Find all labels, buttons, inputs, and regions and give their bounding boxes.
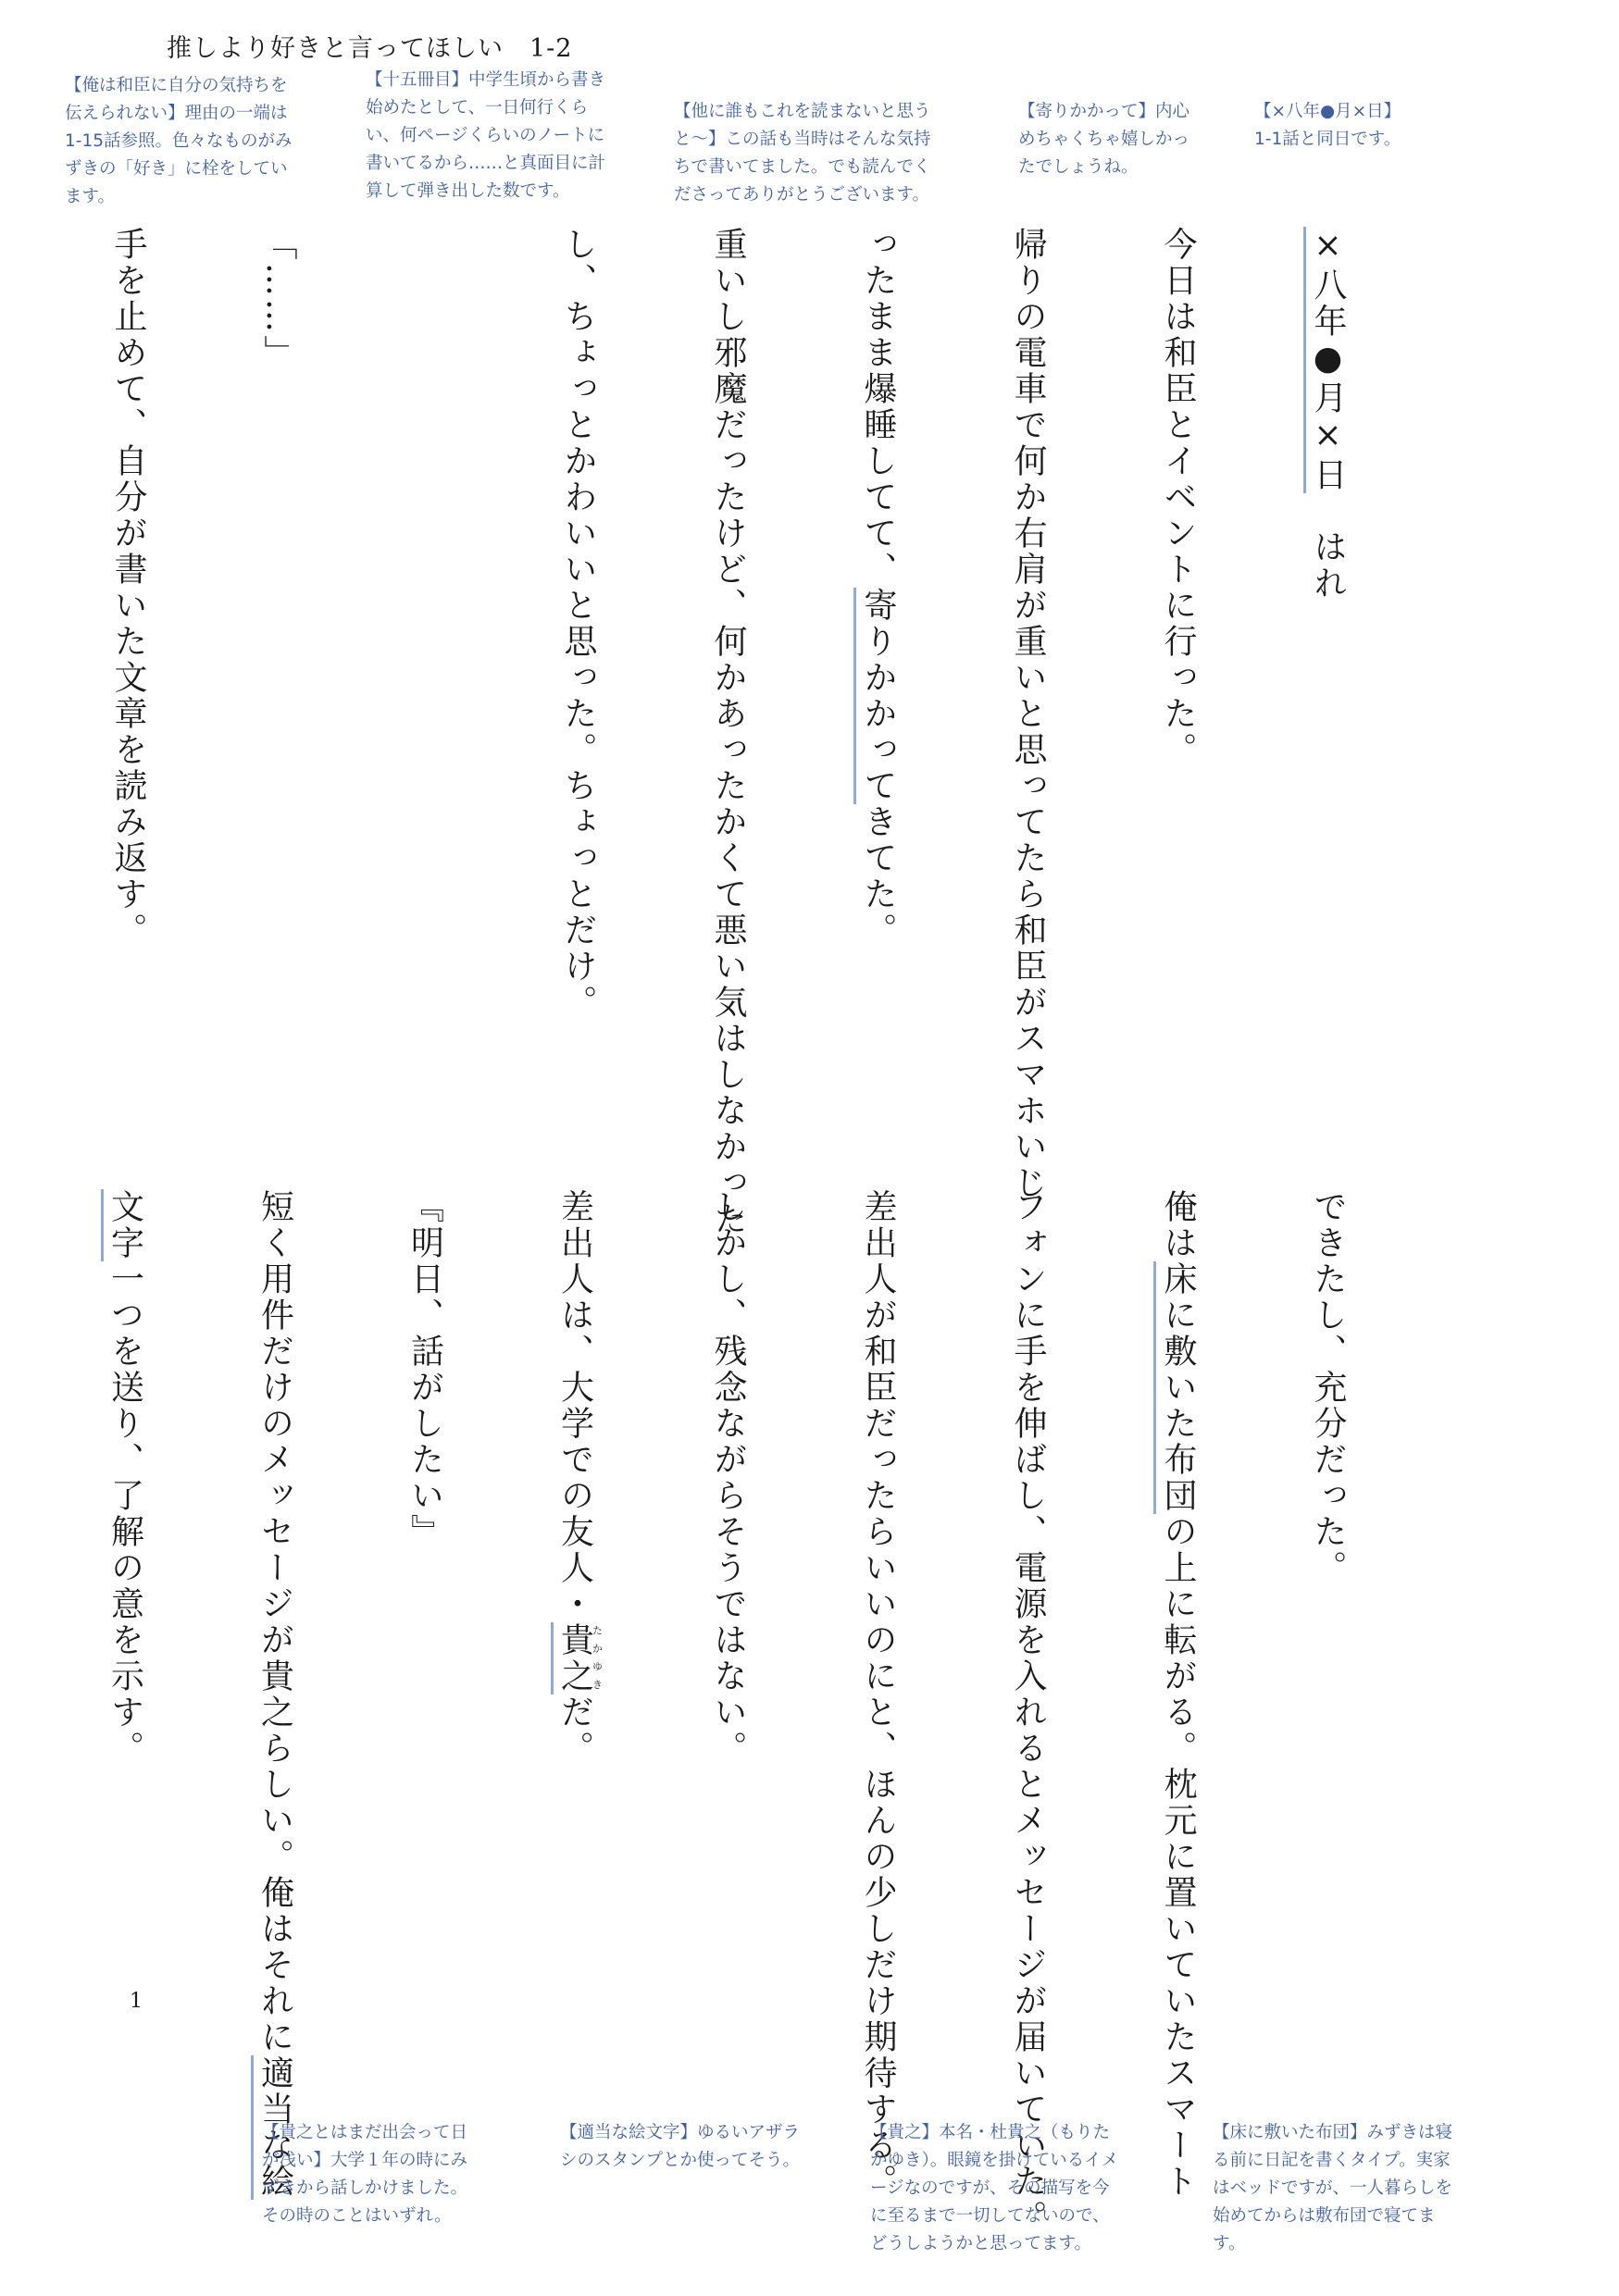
- text-line: 今日は和臣とイベントに行った。: [1159, 227, 1197, 768]
- text-line: できたし、充分だった。: [1309, 1189, 1347, 1586]
- annotation-note: 【床に敷いた布団】みずきは寝 る前に日記を書くタイプ。実家 はベッドですが、一人暮らしを 始めてからは敷布団で寝てま す。: [1213, 2123, 1453, 2253]
- main-text-upper: [109, 227, 1452, 1237]
- text-line: 帰りの電車で何か右肩が重いと思ってたら和臣がスマホいじ: [1009, 227, 1047, 1201]
- annotation-note: 【他に誰もこれを読まないと思う と～】この話も当時はそんな気持 ちで書いてました。でも読んでく ださってありがとうございます。: [674, 102, 931, 205]
- text-line: ったまま爆睡してて、寄りかかってきてた。: [853, 227, 903, 1152]
- text-line: 『明日、話がしたい』: [405, 1189, 444, 1550]
- text-line: 差出人が和臣だったらいいのにと、ほんの少しだけ期待する。: [859, 1189, 897, 2200]
- text-line: し、ちょっとかわいいと思った。ちょっとだけ。: [559, 227, 597, 1021]
- text-line: 文字一つを送り、了解の意を示す。: [100, 1189, 150, 2115]
- text-line: 俺は床に敷いた布団の上に転がる。枕元に置いていたスマート: [1152, 1189, 1202, 2115]
- text-line: 「……」: [259, 227, 297, 371]
- page-number: 1: [130, 1990, 143, 2013]
- annotation-note: 【貴之】本名・杜貴之（もりた かゆき）。眼鏡を掛けているイメ ージなのですが、その描写を今 に至るまで一切してないので、 どうしようかと思ってます。: [870, 2123, 1119, 2253]
- text-line: 重いし邪魔だったけど、何かあったかくて悪い気はしなかった: [709, 227, 747, 1237]
- annotation-note: 【貴之とはまだ出会って日 が浅い】大学１年の時にみ ずきから話しかけました。 その時のことはいずれ。: [262, 2123, 468, 2226]
- text-line: しかし、残念ながらそうではない。: [709, 1189, 747, 1767]
- annotation-note: 【十五冊目】中学生頃から書き 始めたとして、一日何行くら い、何ページくらいのノートに 書いてるから……と真面目に計 算して弾き出した数です。: [366, 70, 606, 201]
- text-line: 短く用件だけのメッセージが貴之らしい。俺はそれに適当な絵: [250, 1189, 300, 2115]
- text-line: 差出人は、大学での友人・貴之たかゆきだ。: [550, 1189, 604, 2115]
- ruby-name: 貴之たかゆき: [551, 1622, 594, 1694]
- text-line: 手を止めて、自分が書いた文章を読み返す。: [109, 227, 147, 949]
- page-title: 推しより好きと言ってほしい 1-2: [167, 34, 573, 63]
- diary-date: ×八年●月×日 はれ: [1302, 227, 1352, 1152]
- annotation-note: 【俺は和臣に自分の気持ちを 伝えられない】理由の一端は 1-15話参照。色々なものがみ ずきの「好き」に栓をしてい ます。: [65, 76, 293, 206]
- text-line: [0, 227, 3, 1152]
- text-line: フォンに手を伸ばし、電源を入れるとメッセージが届いていた。: [1009, 1189, 1047, 2236]
- blank-line: [403, 227, 453, 1152]
- annotation-note: 【寄りかかって】内心 めちゃくちゃ嬉しかっ たでしょうね。: [1018, 102, 1190, 177]
- annotation-note: 【×八年●月×日】 1-1話と同日です。: [1254, 102, 1401, 149]
- annotation-note: 【適当な絵文字】ゆるいアザラ シのスタンプとか使ってそう。: [560, 2123, 801, 2170]
